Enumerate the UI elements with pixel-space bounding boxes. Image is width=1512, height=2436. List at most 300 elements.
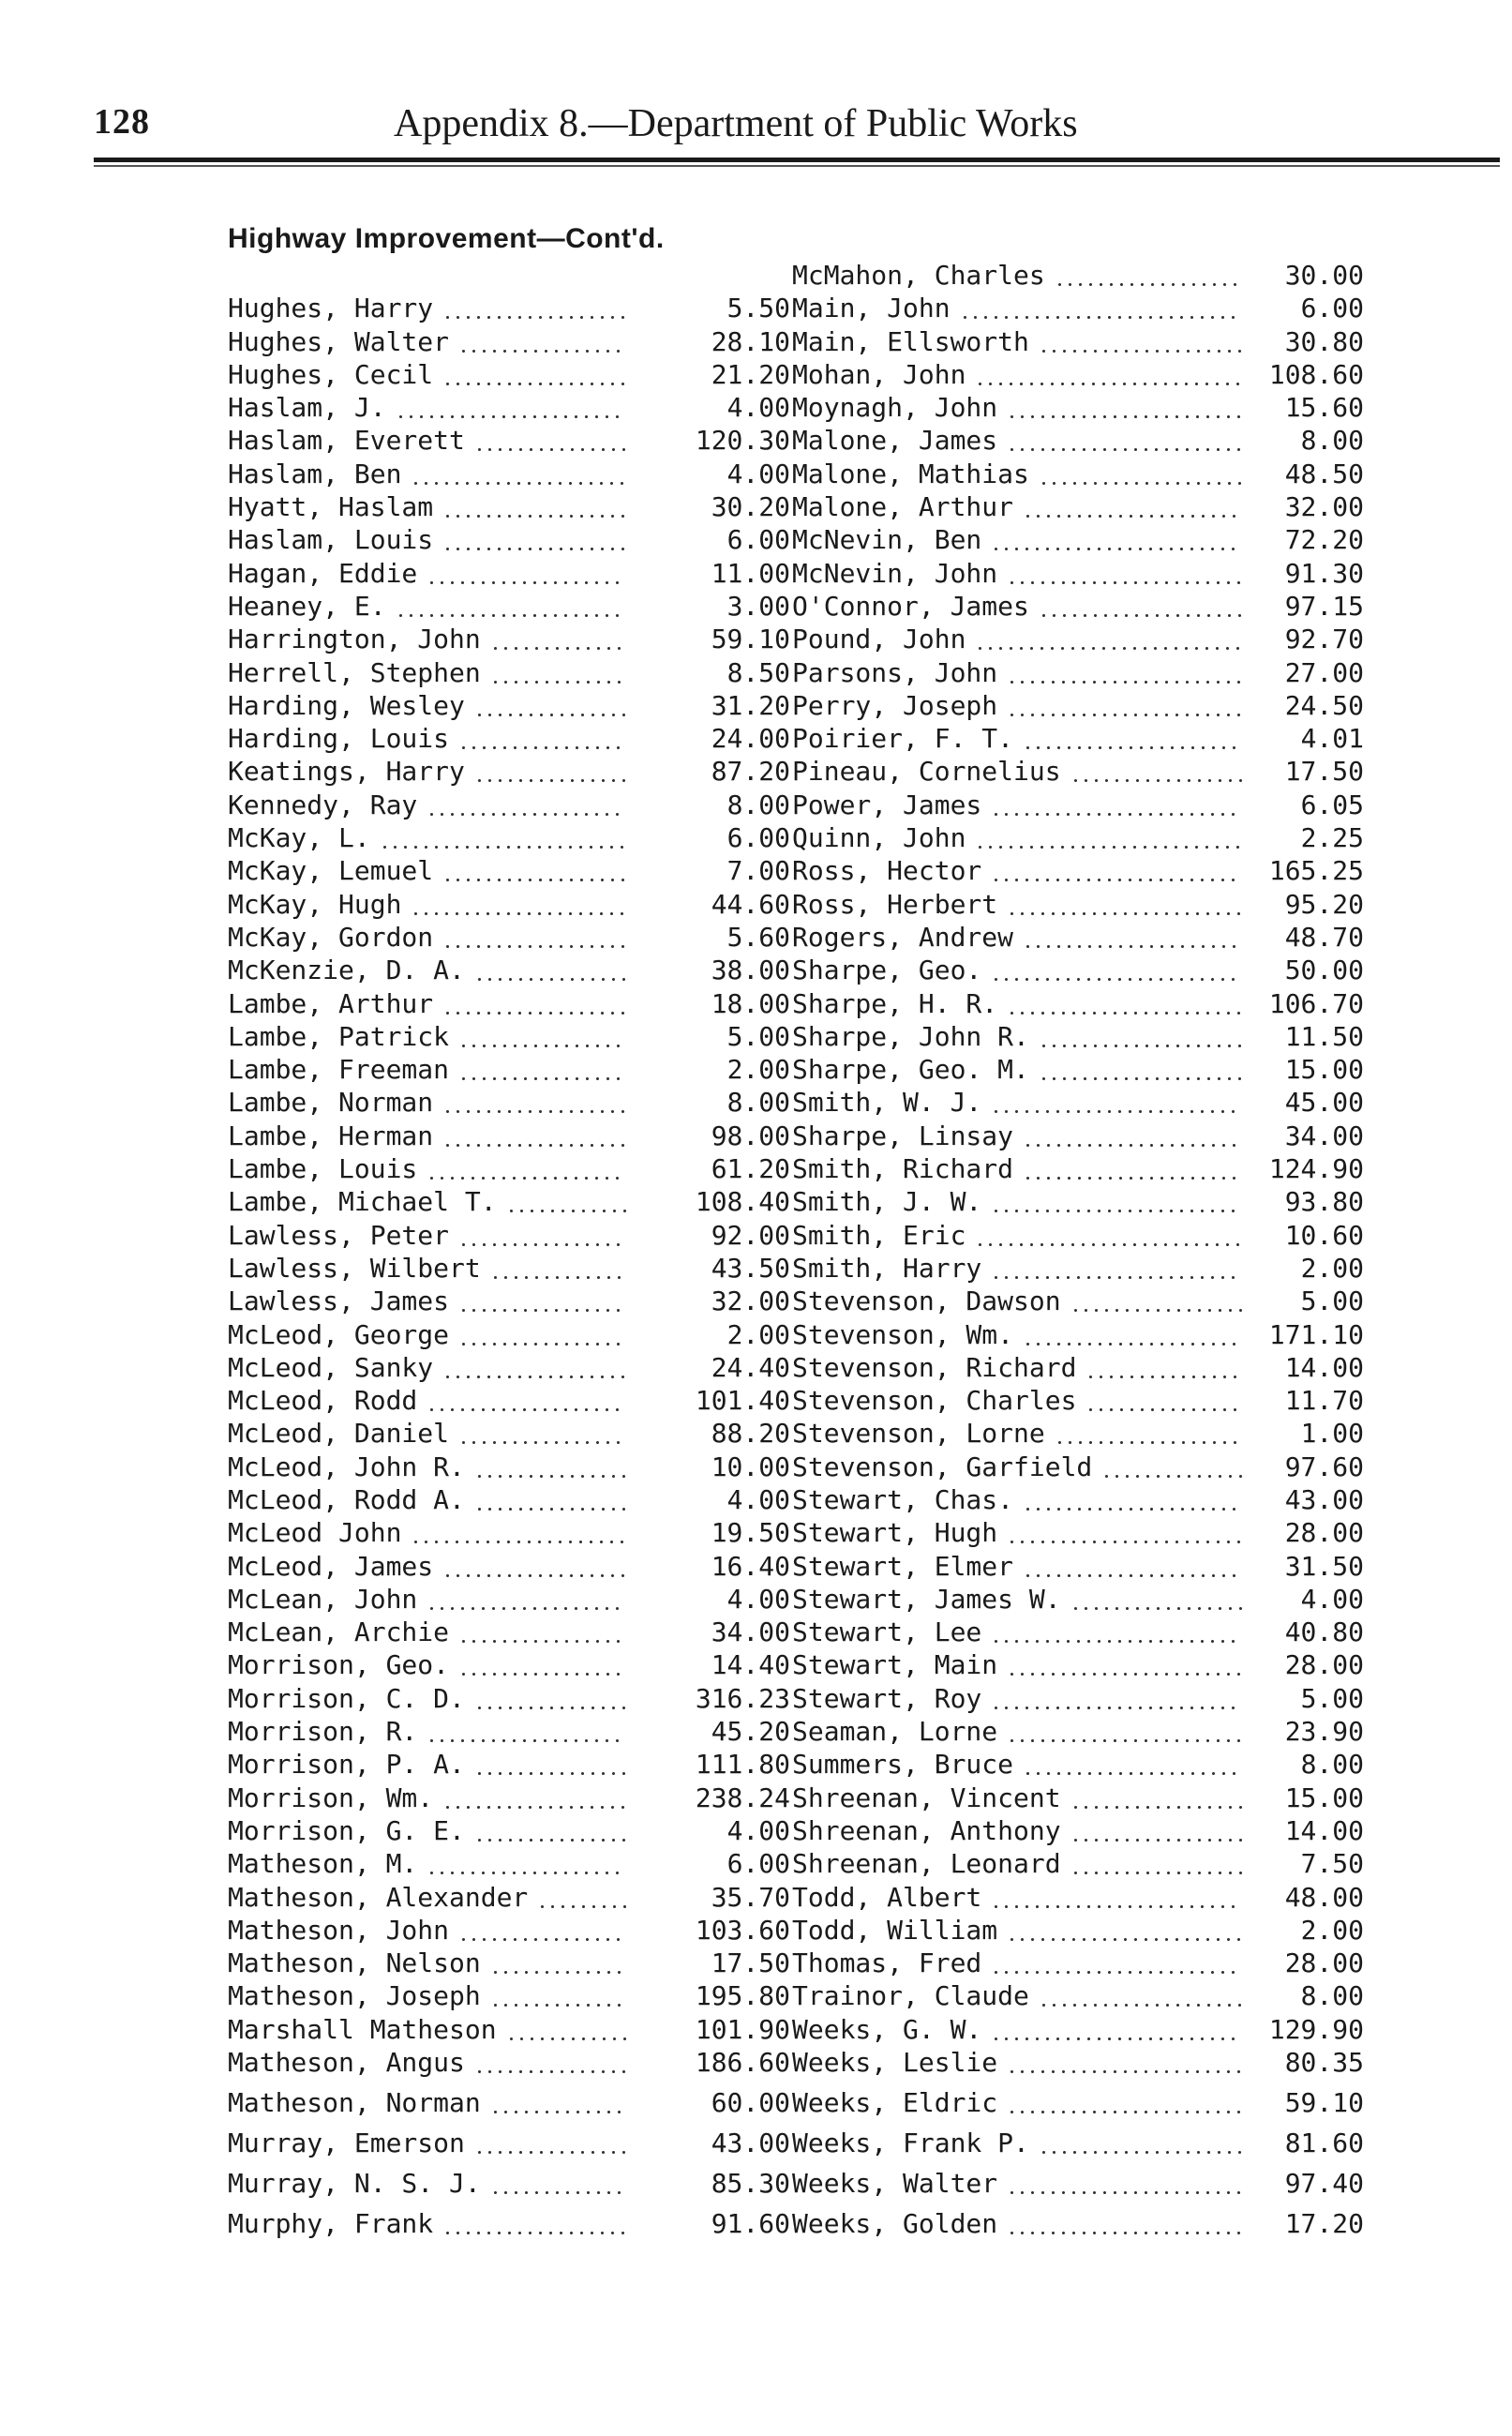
payee-name: McKenzie, D. A.: [228, 955, 465, 986]
dot-leader: [1055, 259, 1242, 292]
list-item: [792, 1417, 1373, 1450]
payment-amount: 8.00: [1300, 1749, 1364, 1781]
dot-leader: [458, 1616, 626, 1648]
payee-name: Lambe, Herman: [228, 1120, 434, 1151]
payee-name: Ross, Herbert: [792, 888, 998, 920]
payee-name: Morrison, C. D.: [228, 1682, 465, 1714]
dot-leader: [1007, 2046, 1242, 2079]
payment-amount: 7.00: [726, 855, 790, 887]
payee-name: McMahon, Charles: [792, 260, 1045, 291]
list-item: [792, 1252, 1373, 1285]
payment-amount: 165.25: [1268, 855, 1364, 887]
list-item: [792, 292, 1373, 324]
payment-amount: 8.50: [726, 656, 790, 688]
payment-amount: 30.80: [1284, 325, 1364, 357]
dot-leader: [975, 1219, 1242, 1252]
payment-amount: 111.80: [695, 1749, 790, 1781]
payee-name: Quinn, John: [792, 822, 966, 854]
dot-leader: [474, 1451, 626, 1483]
payee-name: Lambe, Louis: [228, 1153, 418, 1185]
payee-name: Weeks, Eldric: [792, 2087, 998, 2119]
payee-name: Main, John: [792, 293, 951, 324]
payee-name: Smith, Eric: [792, 1219, 966, 1251]
payment-amount: 48.50: [1284, 458, 1364, 489]
dot-leader: [1007, 391, 1242, 424]
dot-leader: [991, 2013, 1242, 2046]
list-item: [792, 1318, 1373, 1351]
dot-leader: [427, 1152, 626, 1185]
payee-name: McLeod, James: [228, 1550, 434, 1582]
dot-leader: [991, 1682, 1242, 1715]
dot-leader: [1023, 1748, 1242, 1781]
dot-leader: [1007, 2207, 1242, 2240]
payment-amount: 1.00: [1300, 1418, 1364, 1450]
payee-name: McLean, Archie: [228, 1616, 450, 1648]
payee-name: McLeod John: [228, 1517, 402, 1549]
payee-name: Stewart, Lee: [792, 1616, 982, 1648]
payment-amount: 4.01: [1300, 723, 1364, 755]
dot-leader: [1007, 424, 1242, 457]
dot-leader: [427, 1715, 626, 1748]
dot-leader: [1023, 1120, 1242, 1152]
payee-name: Stevenson, Garfield: [792, 1451, 1093, 1482]
list-item: [792, 656, 1373, 689]
page-number: 128: [94, 102, 150, 142]
payee-name: Heaney, E.: [228, 590, 386, 622]
payee-name: McLean, John: [228, 1583, 418, 1615]
list-item: [792, 490, 1373, 523]
payee-name: Shreenan, Leonard: [792, 1848, 1061, 1880]
payment-amount: 4.00: [726, 1583, 790, 1615]
payment-amount: 124.90: [1268, 1153, 1364, 1185]
list-item: [792, 1782, 1373, 1814]
payment-amount: 88.20: [711, 1418, 790, 1450]
dot-leader: [991, 1616, 1242, 1648]
payment-amount: 24.40: [711, 1351, 790, 1383]
payee-name: Todd, William: [792, 1914, 998, 1946]
dot-leader: [458, 1318, 626, 1351]
payment-amount: 129.90: [1268, 2013, 1364, 2045]
payment-amount: 2.00: [1300, 1914, 1364, 1946]
payee-name: Matheson, M.: [228, 1848, 418, 1880]
payee-name: Murray, Emerson: [228, 2128, 465, 2159]
payee-name: Weeks, Leslie: [792, 2047, 998, 2079]
payment-amount: 6.00: [726, 524, 790, 556]
list-item: [792, 623, 1373, 655]
list-item: [792, 2046, 1373, 2086]
dot-leader: [490, 2167, 626, 2200]
dot-leader: [411, 888, 626, 921]
payee-name: Smith, J. W.: [792, 1186, 982, 1218]
payee-name: Lambe, Norman: [228, 1087, 434, 1119]
payment-amount: 24.00: [711, 723, 790, 755]
payee-name: McLeod, Sanky: [228, 1351, 434, 1383]
payment-amount: 15.60: [1284, 392, 1364, 424]
payee-name: Lambe, Michael T.: [228, 1186, 497, 1218]
dot-leader: [1007, 1648, 1242, 1681]
list-item: [792, 1682, 1373, 1715]
dot-leader: [427, 1583, 626, 1616]
dot-leader: [458, 1219, 626, 1252]
payee-name: Lawless, James: [228, 1286, 450, 1317]
payment-amount: 35.70: [711, 1881, 790, 1913]
payment-amount: 15.00: [1284, 1054, 1364, 1086]
payment-amount: 31.50: [1284, 1550, 1364, 1582]
payment-amount: 21.20: [711, 358, 790, 390]
dot-leader: [975, 358, 1242, 391]
payment-amount: 6.00: [726, 822, 790, 854]
payment-amount: 8.00: [1300, 1980, 1364, 2012]
dot-leader: [458, 1053, 626, 1086]
payment-amount: 15.00: [1284, 1782, 1364, 1813]
payment-amount: 11.00: [711, 557, 790, 589]
payee-name: Weeks, G. W.: [792, 2013, 982, 2045]
payee-name: Matheson, Norman: [228, 2087, 481, 2119]
payment-amount: 93.80: [1284, 1186, 1364, 1218]
payee-name: Weeks, Walter: [792, 2168, 998, 2200]
payment-amount: 28.00: [1284, 1947, 1364, 1979]
payment-amount: 101.40: [695, 1385, 790, 1417]
list-item: [792, 391, 1373, 424]
payment-amount: 316.23: [695, 1682, 790, 1714]
payment-amount: 92.00: [711, 1219, 790, 1251]
payee-name: Lawless, Wilbert: [228, 1252, 481, 1284]
payee-name: Kennedy, Ray: [228, 789, 418, 820]
payment-amount: 101.90: [695, 2013, 790, 2045]
list-item: [792, 1847, 1373, 1880]
dot-leader: [458, 722, 626, 755]
payment-amount: 97.60: [1284, 1451, 1364, 1482]
dot-leader: [442, 921, 626, 954]
list-item: [792, 590, 1373, 623]
list-item: [792, 1086, 1373, 1119]
payment-amount: 14.00: [1284, 1814, 1364, 1846]
dot-leader: [991, 1086, 1242, 1119]
payee-name: Weeks, Golden: [792, 2208, 998, 2240]
dot-leader: [442, 987, 626, 1020]
payee-name: Harding, Louis: [228, 723, 450, 755]
dot-leader: [474, 2046, 626, 2079]
payee-name: Hughes, Walter: [228, 325, 450, 357]
payee-name: Morrison, Wm.: [228, 1782, 434, 1813]
payee-name: Stewart, Chas.: [792, 1483, 1014, 1515]
payment-amount: 45.00: [1284, 1087, 1364, 1119]
dot-leader: [1039, 325, 1242, 358]
right-column-list: [792, 259, 1373, 2248]
payee-name: McLeod, Rodd: [228, 1385, 418, 1417]
dot-leader: [1023, 1550, 1242, 1583]
dot-leader: [442, 1086, 626, 1119]
header-rule-thin: [94, 165, 1500, 167]
dot-leader: [458, 325, 626, 358]
dot-leader: [474, 2127, 626, 2159]
dot-leader: [474, 1748, 626, 1781]
list-item: [792, 1947, 1373, 1979]
payee-name: McKay, L.: [228, 822, 370, 854]
list-item: [792, 1979, 1373, 2012]
payee-name: Power, James: [792, 789, 982, 820]
dot-leader: [380, 821, 626, 854]
payee-name: Parsons, John: [792, 656, 998, 688]
dot-leader: [442, 854, 626, 887]
dot-leader: [991, 854, 1242, 887]
payment-amount: 24.50: [1284, 689, 1364, 721]
payee-name: McNevin, Ben: [792, 524, 982, 556]
list-item: [792, 523, 1373, 556]
list-item: [792, 557, 1373, 590]
payee-name: Stevenson, Lorne: [792, 1418, 1045, 1450]
payee-name: Murray, N. S. J.: [228, 2168, 481, 2200]
list-item: [792, 987, 1373, 1020]
payment-amount: 28.10: [711, 325, 790, 357]
list-item: [792, 1351, 1373, 1384]
payee-name: Stewart, Elmer: [792, 1550, 1014, 1582]
payee-name: Moynagh, John: [792, 392, 998, 424]
payment-amount: 38.00: [711, 955, 790, 986]
payment-amount: 14.40: [711, 1649, 790, 1681]
payee-name: Morrison, R.: [228, 1716, 418, 1748]
payee-name: Herrell, Stephen: [228, 656, 481, 688]
payment-amount: 45.20: [711, 1716, 790, 1748]
dot-leader: [442, 2207, 626, 2240]
payee-name: Matheson, Alexander: [228, 1881, 529, 1913]
list-item: [792, 1914, 1373, 1947]
payment-amount: 4.00: [726, 1483, 790, 1515]
dot-leader: [991, 954, 1242, 986]
list-item: [792, 1881, 1373, 1914]
dot-leader: [427, 1847, 626, 1880]
dot-leader: [442, 1120, 626, 1152]
payment-amount: 171.10: [1268, 1318, 1364, 1350]
payment-amount: 14.00: [1284, 1351, 1364, 1383]
dot-leader: [442, 490, 626, 523]
list-item: [792, 1020, 1373, 1053]
list-item: [792, 1185, 1373, 1218]
payment-amount: 87.20: [711, 756, 790, 788]
list-item: [792, 1583, 1373, 1616]
payee-name: O'Connor, James: [792, 590, 1029, 622]
payment-amount: 28.00: [1284, 1517, 1364, 1549]
payee-name: Thomas, Fred: [792, 1947, 982, 1979]
payment-amount: 97.40: [1284, 2168, 1364, 2200]
payment-amount: 31.20: [711, 689, 790, 721]
payee-name: McKay, Gordon: [228, 921, 434, 953]
payment-amount: 3.00: [726, 590, 790, 622]
payee-name: Sharpe, John R.: [792, 1020, 1029, 1052]
payee-name: Stewart, Roy: [792, 1682, 982, 1714]
payee-name: Lambe, Freeman: [228, 1054, 450, 1086]
payee-name: Lawless, Peter: [228, 1219, 450, 1251]
payee-name: Main, Ellsworth: [792, 325, 1029, 357]
payee-name: Stewart, Main: [792, 1649, 998, 1681]
payment-amount: 92.70: [1284, 624, 1364, 655]
list-item: [792, 789, 1373, 821]
list-item: [792, 1152, 1373, 1185]
payment-amount: 6.00: [1300, 293, 1364, 324]
payment-amount: 10.60: [1284, 1219, 1364, 1251]
dot-leader: [474, 1682, 626, 1715]
payment-amount: 11.50: [1284, 1020, 1364, 1052]
payment-amount: 32.00: [1284, 491, 1364, 523]
dot-leader: [474, 1814, 626, 1847]
dot-leader: [490, 656, 626, 689]
payee-name: Shreenan, Vincent: [792, 1782, 1061, 1813]
dot-leader: [442, 1351, 626, 1384]
payee-name: Weeks, Frank P.: [792, 2128, 1029, 2159]
payee-name: Morrison, G. E.: [228, 1814, 465, 1846]
list-item: [792, 1516, 1373, 1549]
dot-leader: [1039, 458, 1242, 490]
dot-leader: [474, 755, 626, 788]
list-item: [792, 2167, 1373, 2207]
payment-amount: 106.70: [1268, 987, 1364, 1019]
payee-name: Pineau, Cornelius: [792, 756, 1061, 788]
list-item: [792, 954, 1373, 986]
list-item: [792, 2127, 1373, 2167]
payment-amount: 2.00: [726, 1054, 790, 1086]
payment-amount: 44.60: [711, 888, 790, 920]
payee-name: McKay, Lemuel: [228, 855, 434, 887]
list-item: [792, 1616, 1373, 1648]
payment-amount: 80.35: [1284, 2047, 1364, 2079]
dot-leader: [1039, 1020, 1242, 1053]
list-item: [792, 689, 1373, 722]
payment-amount: 5.60: [726, 921, 790, 953]
payment-amount: 11.70: [1284, 1385, 1364, 1417]
dot-leader: [458, 1648, 626, 1681]
payee-name: Lambe, Arthur: [228, 987, 434, 1019]
dot-leader: [991, 523, 1242, 556]
dot-leader: [960, 292, 1242, 324]
payment-amount: 18.00: [711, 987, 790, 1019]
payee-name: Marshall Matheson: [228, 2013, 497, 2045]
payment-amount: 43.50: [711, 1252, 790, 1284]
dot-leader: [1007, 1516, 1242, 1549]
payment-amount: 2.00: [726, 1318, 790, 1350]
payee-name: Morrison, Geo.: [228, 1649, 450, 1681]
dot-leader: [1023, 490, 1242, 523]
dot-leader: [1039, 1053, 1242, 1086]
list-item: [792, 1550, 1373, 1583]
list-item: [792, 1384, 1373, 1417]
payee-name: Todd, Albert: [792, 1881, 982, 1913]
payment-amount: 5.00: [1300, 1682, 1364, 1714]
payment-amount: 6.00: [726, 1848, 790, 1880]
payment-amount: 2.00: [1300, 1252, 1364, 1284]
list-item: [792, 854, 1373, 887]
payee-name: Hughes, Cecil: [228, 358, 434, 390]
payee-name: Matheson, Nelson: [228, 1947, 481, 1979]
payee-name: Seaman, Lorne: [792, 1716, 998, 1748]
payee-name: Sharpe, H. R.: [792, 987, 998, 1019]
dot-leader: [1055, 1417, 1242, 1450]
payment-amount: 91.60: [711, 2208, 790, 2240]
dot-leader: [474, 424, 626, 457]
payment-amount: 5.00: [726, 1020, 790, 1052]
dot-leader: [991, 1185, 1242, 1218]
payment-amount: 7.50: [1300, 1848, 1364, 1880]
list-item: [792, 259, 1373, 292]
dot-leader: [1085, 1351, 1242, 1384]
dot-leader: [1070, 1782, 1242, 1814]
list-item: [792, 1814, 1373, 1847]
dot-leader: [1007, 1914, 1242, 1947]
dot-leader: [490, 1252, 626, 1285]
payment-amount: 8.00: [726, 1087, 790, 1119]
payee-name: Hughes, Harry: [228, 293, 434, 324]
dot-leader: [490, 2086, 626, 2119]
payee-name: Murphy, Frank: [228, 2208, 434, 2240]
list-item: [792, 1648, 1373, 1681]
payee-name: Matheson, Joseph: [228, 1980, 481, 2012]
list-item: [792, 325, 1373, 358]
payment-amount: 72.20: [1284, 524, 1364, 556]
page-header: [84, 94, 1453, 150]
dot-leader: [442, 1550, 626, 1583]
payment-amount: 5.50: [726, 293, 790, 324]
dot-leader: [975, 821, 1242, 854]
payment-amount: 34.00: [1284, 1120, 1364, 1151]
dot-leader: [1023, 1318, 1242, 1351]
list-item: [792, 755, 1373, 788]
payment-amount: 17.20: [1284, 2208, 1364, 2240]
list-item: [792, 424, 1373, 457]
payment-amount: 120.30: [695, 425, 790, 457]
payment-amount: 8.00: [1300, 425, 1364, 457]
list-item: [792, 358, 1373, 391]
dot-leader: [1023, 1152, 1242, 1185]
payment-amount: 5.00: [1300, 1286, 1364, 1317]
list-item: [792, 1748, 1373, 1781]
dot-leader: [537, 1881, 626, 1914]
dot-leader: [506, 2013, 626, 2046]
dot-leader: [506, 1185, 626, 1218]
payee-name: Sharpe, Linsay: [792, 1120, 1014, 1151]
dot-leader: [991, 789, 1242, 821]
dot-leader: [991, 1881, 1242, 1914]
payee-name: McNevin, John: [792, 557, 998, 589]
list-item: [792, 2207, 1373, 2248]
dot-leader: [1070, 1814, 1242, 1847]
payee-name: Smith, W. J.: [792, 1087, 982, 1119]
list-item: [792, 1120, 1373, 1152]
list-item: [792, 458, 1373, 490]
dot-leader: [1101, 1451, 1242, 1483]
dot-leader: [1039, 1979, 1242, 2012]
payee-name: Lambe, Patrick: [228, 1020, 450, 1052]
payment-amount: 6.05: [1300, 789, 1364, 820]
payment-amount: 48.70: [1284, 921, 1364, 953]
payment-amount: 61.20: [711, 1153, 790, 1185]
payee-name: Stewart, James W.: [792, 1583, 1061, 1615]
payee-name: Mohan, John: [792, 358, 966, 390]
payment-amount: 4.00: [726, 392, 790, 424]
payment-amount: 81.60: [1284, 2128, 1364, 2159]
section-heading: Highway Improvement—Cont'd.: [228, 223, 665, 254]
dot-leader: [1007, 987, 1242, 1020]
list-item: [792, 921, 1373, 954]
payee-name: Poirier, F. T.: [792, 723, 1014, 755]
dot-leader: [396, 391, 626, 424]
payee-name: Malone, Mathias: [792, 458, 1029, 489]
dot-leader: [442, 292, 626, 324]
payment-amount: 238.24: [695, 1782, 790, 1813]
payee-name: McLeod, Daniel: [228, 1418, 450, 1450]
payment-amount: 103.60: [695, 1914, 790, 1946]
payment-amount: 43.00: [1284, 1483, 1364, 1515]
payee-name: Summers, Bruce: [792, 1749, 1014, 1781]
dot-leader: [458, 1417, 626, 1450]
